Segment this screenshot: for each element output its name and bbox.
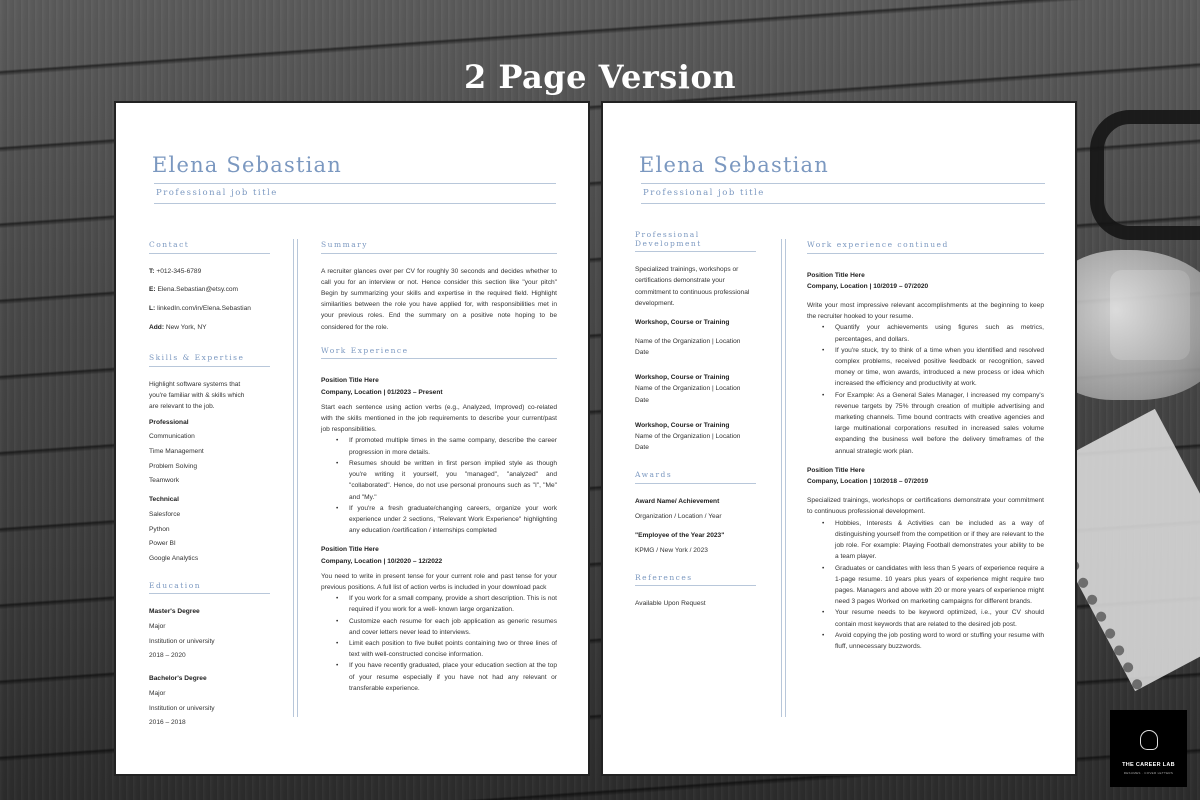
training-date: Date [635,348,649,356]
contact-address: Add: New York, NY [149,323,207,331]
training-title: Workshop, Course or Training [635,421,730,429]
job-bullets [349,593,557,694]
award-detail: Organization / Location / Year [635,512,722,520]
headline: 2 Page Version [463,58,737,96]
title-divider [154,203,556,204]
professional-skills-heading: Professional [149,418,189,426]
job-bullet: • Your resume needs to be keyword optimized, i.e., your CV should contain most keywords that are related to the desired job post. [835,607,1044,629]
company-meta: Company, Location | 10/2018 – 07/2019 [807,478,929,486]
education-entry [149,673,270,728]
skills-intro-line: Highlight software systems that [149,381,241,389]
title-divider [641,203,1045,204]
education-years: 2018 – 2020 [149,652,186,660]
job-bullet: • Quantify your achievements using figures such as metrics, percentages, and dollars. [835,322,1044,344]
contact-email: E: Elena.Sebastian@etsy.com [149,286,239,294]
company-meta: Company, Location | 01/2023 – Present [321,388,443,396]
contact-linkedin: L: linkedIn.com/in/Elena.Sebastian [149,305,251,313]
training-entry [635,420,756,454]
education-years: 2016 – 2018 [149,719,186,727]
job-entry [321,375,557,536]
column-divider [781,239,782,717]
skills-heading: Skills & Expertise [149,354,270,367]
skill-item: Teamwork [149,477,180,485]
job-bullet: • Avoid copying the job posting word to word or stuffing your resume with fluff, unnecessary buzzwords. [835,630,1044,652]
job-bullet: • Hobbies, Interests & Activities can be included as a way of distinguishing yourself from the competition or if they are relevant to the job role. For example: Playing Football demonstrates your ability to be a team player. [835,518,1044,563]
contact-phone: T: +012-345-6789 [149,267,202,275]
degree: Master's Degree [149,608,200,616]
award-entry [635,530,756,556]
resume-page-1 [114,101,590,776]
training-org: Name of the Organization | Location [635,337,741,345]
award-title: Award Name/ Achievement [635,498,720,506]
job-bullet: • If promoted multiple times in the same company, describe the career progression in more details. [349,435,557,457]
skill-item: Communication [149,433,195,441]
summary-text: A recruiter glances over per CV for roughly 30 seconds and decides whether to call you for an interview or not. Hence consider this section like "your pitch" Begin by summarizing your skills and expertise in the required field. Highlight similarities between the role you have applied for, with responsibilities met in your previous roles. End the summary on a positive note hoping to be considered for the role. [321,267,557,331]
institution: Institution or university [149,637,215,645]
job-entry [321,544,557,694]
name-divider [154,183,556,184]
job-intro: Write your most impressive relevant accomplishments at the beginning to keep the recruiter hooked to your resume. [807,302,1044,321]
work-experience-heading: Work Experience [321,347,557,360]
column-divider [293,239,294,717]
resume-page-2 [601,101,1077,776]
position-title: Position Title Here [321,377,379,385]
job-bullet: • If you have recently graduated, place your education section at the top of your resume especially if you have not had any relevant or transferable experience. [349,660,557,694]
skill-item: Power BI [149,540,176,548]
logo-text: THE CAREER LAB [1122,762,1175,768]
eyeglasses-decoration [1090,110,1200,240]
skill-item: Python [149,525,170,533]
award-title: "Employee of the Year 2023" [635,531,725,539]
column-divider [297,239,298,717]
skills-intro-line: you're familiar with & skills which [149,392,245,400]
resume-name: Elena Sebastian [152,153,342,177]
job-bullet: • If you're a fresh graduate/changing careers, organize your work experience under 2 sections, "Relevant Work Experience" highlighting any education /certification / internships completed [349,503,557,537]
work-experience-continued-heading: Work experience continued [807,241,1044,254]
company-meta: Company, Location | 10/2020 – 12/2022 [321,557,443,565]
position-title: Position Title Here [807,466,865,474]
job-bullets [349,435,557,536]
awards-heading: Awards [635,471,756,484]
job-intro: You need to write in present tense for your current role and past tense for your previous positions. A full list of action verbs is included in your download pack [321,572,557,591]
job-bullet: • For Example: As a General Sales Manager, I increased my company's revenue targets by 75% through creation of multiple advertising and marketing channels. Time bound contracts with creative agencies and large multinational corporations resulted in increased sales volume expanding the business well before the delivery timeframes of the annual strategic work plan. [835,390,1044,457]
resume-job-title: Professional job title [156,188,278,198]
career-lab-logo [1110,710,1187,787]
name-divider [641,183,1045,184]
job-intro: Specialized trainings, workshops or certifications demonstrate your commitment to continuous professional development. [807,497,1044,516]
left-column [635,231,756,610]
education-heading: Education [149,582,270,595]
job-bullet: • Graduates or candidates with less than 5 years of experience require a 1-page resume. 10 years plus years of experience might require two pages. Managers and above with 20 or more years of experience might need 3 pages Worked on marketing campaigns for different brands. [835,563,1044,608]
job-bullet: • If you work for a small company, provide a short description. This is not required if you work for a well- known large organization. [349,593,557,615]
development-intro: Specialized trainings, workshops or certifications demonstrate your commitment to continuous professional development. [635,266,750,307]
training-org: Name of the Organization | Location [635,432,741,440]
training-title: Workshop, Course or Training [635,374,730,382]
references-text: Available Upon Request [635,600,706,608]
column-divider [785,239,786,717]
logo-subtext: RESUMES · COVER LETTERS [1123,771,1174,775]
skill-item: Problem Solving [149,462,198,470]
resume-name: Elena Sebastian [639,153,829,177]
education-entry [149,606,270,661]
left-column [149,241,270,732]
job-bullet: • Customize each resume for each job application as generic resumes and cover letters never lead to interviews. [349,616,557,638]
job-bullets [835,322,1044,456]
position-title: Position Title Here [807,271,865,279]
technical-skills-heading: Technical [149,496,179,504]
major: Major [149,689,166,697]
job-entry [807,465,1044,652]
skill-item: Salesforce [149,510,181,518]
professional-development-heading: Professional Development [635,231,756,252]
job-bullet: • If you're stuck, try to think of a time when you identified and resolved complex problems, received positive feedback or recognition, saved money or time, won awards, introduced a new process or idea which increased the efficiency and productivity at work. [835,345,1044,390]
brain-head-icon [1140,730,1158,750]
references-heading: References [635,574,756,587]
right-column [321,241,557,694]
major: Major [149,623,166,631]
award-entry [635,496,756,522]
contact-heading: Contact [149,241,270,254]
training-date: Date [635,396,649,404]
training-title: Workshop, Course or Training [635,319,730,327]
award-detail: KPMG / New York / 2023 [635,546,708,554]
right-column [807,241,1044,652]
summary-heading: Summary [321,241,557,254]
skills-intro-line: are relevant to the job. [149,403,215,411]
training-entry [635,317,756,358]
skill-item: Google Analytics [149,555,199,562]
job-intro: Start each sentence using action verbs (e.g., Analyzed, Improved) co-related with the skills mentioned in the job requirements to describe your current/past job responsibilities. [321,403,557,434]
training-date: Date [635,444,649,452]
degree: Bachelor's Degree [149,675,207,683]
training-org: Name of the Organization | Location [635,385,741,393]
institution: Institution or university [149,704,215,712]
job-entry [807,270,1044,457]
skill-item: Time Management [149,448,204,456]
job-bullet: • Resumes should be written in first person implied style as though you're writing it yourself, you "managed", "analyzed" and "collaborated". Hence, do not use personal pronouns such as "I", "Me" and "My." [349,458,557,503]
training-entry [635,372,756,406]
job-bullet: • Limit each position to five bullet points containing two or three lines of text with well-constructed concise information. [349,638,557,660]
position-title: Position Title Here [321,546,379,554]
job-bullets [835,518,1044,652]
company-meta: Company, Location | 10/2019 – 07/2020 [807,282,929,290]
resume-job-title: Professional job title [643,188,765,198]
